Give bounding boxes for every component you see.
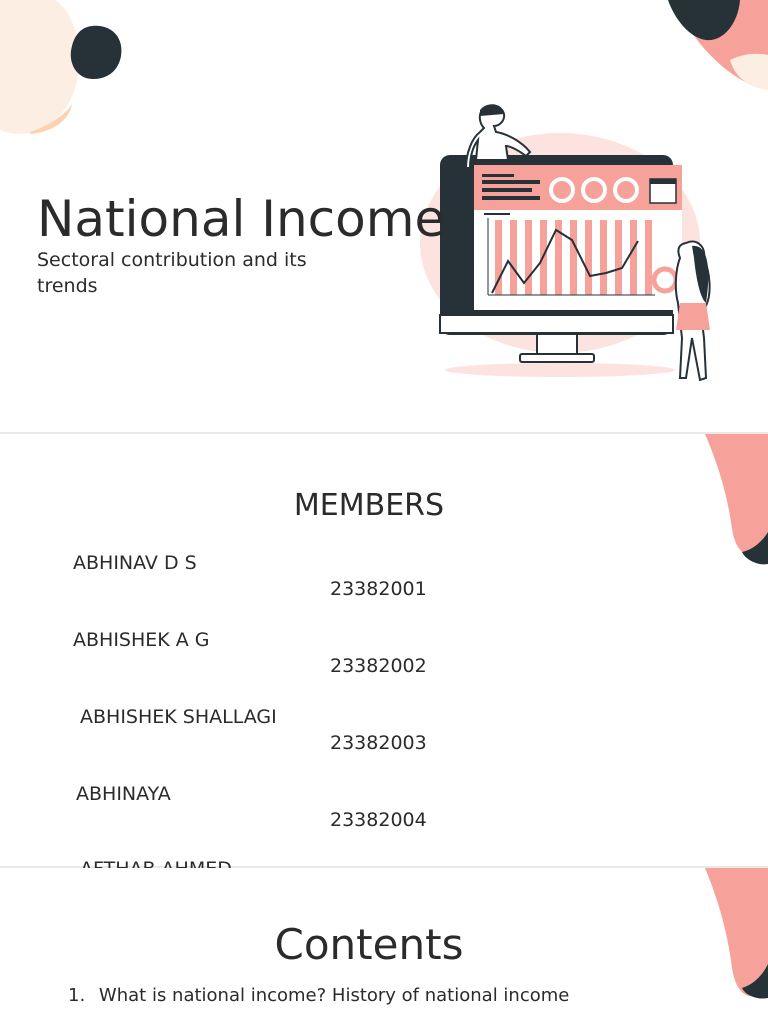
dashboard-illustration xyxy=(410,98,730,388)
members-heading: MEMBERS xyxy=(293,488,445,523)
monitor-stand xyxy=(537,334,577,356)
member-name: ABHISHEK SHALLAGI xyxy=(80,706,277,728)
members-slide xyxy=(0,434,768,866)
member-roll: 23382003 xyxy=(330,732,427,754)
member-roll: 23382002 xyxy=(330,655,427,677)
member-name: ABHISHEK A G xyxy=(73,629,210,651)
peach-blob-top-right xyxy=(730,54,768,90)
slide-title: National Income xyxy=(37,190,446,248)
contents-item xyxy=(68,985,569,1006)
dark-blob-top-left xyxy=(71,26,122,79)
monitor-chin xyxy=(440,315,673,333)
contents-slide xyxy=(0,868,768,1024)
title-slide xyxy=(0,0,768,432)
member-name: ABHINAYA xyxy=(76,783,171,805)
slide-subtitle: Sectoral contribution and its trends xyxy=(37,249,307,297)
monitor-base xyxy=(520,354,594,362)
member-roll: 23382001 xyxy=(330,578,427,600)
member-name: ABHINAV D S xyxy=(73,552,197,574)
member-roll: 23382004 xyxy=(330,809,427,831)
floor-shadow xyxy=(445,363,675,377)
contents-heading: Contents xyxy=(274,920,464,969)
contents-item-text: What is national income? History of national income xyxy=(98,985,570,1006)
contents-item-number: 1. xyxy=(68,985,86,1006)
